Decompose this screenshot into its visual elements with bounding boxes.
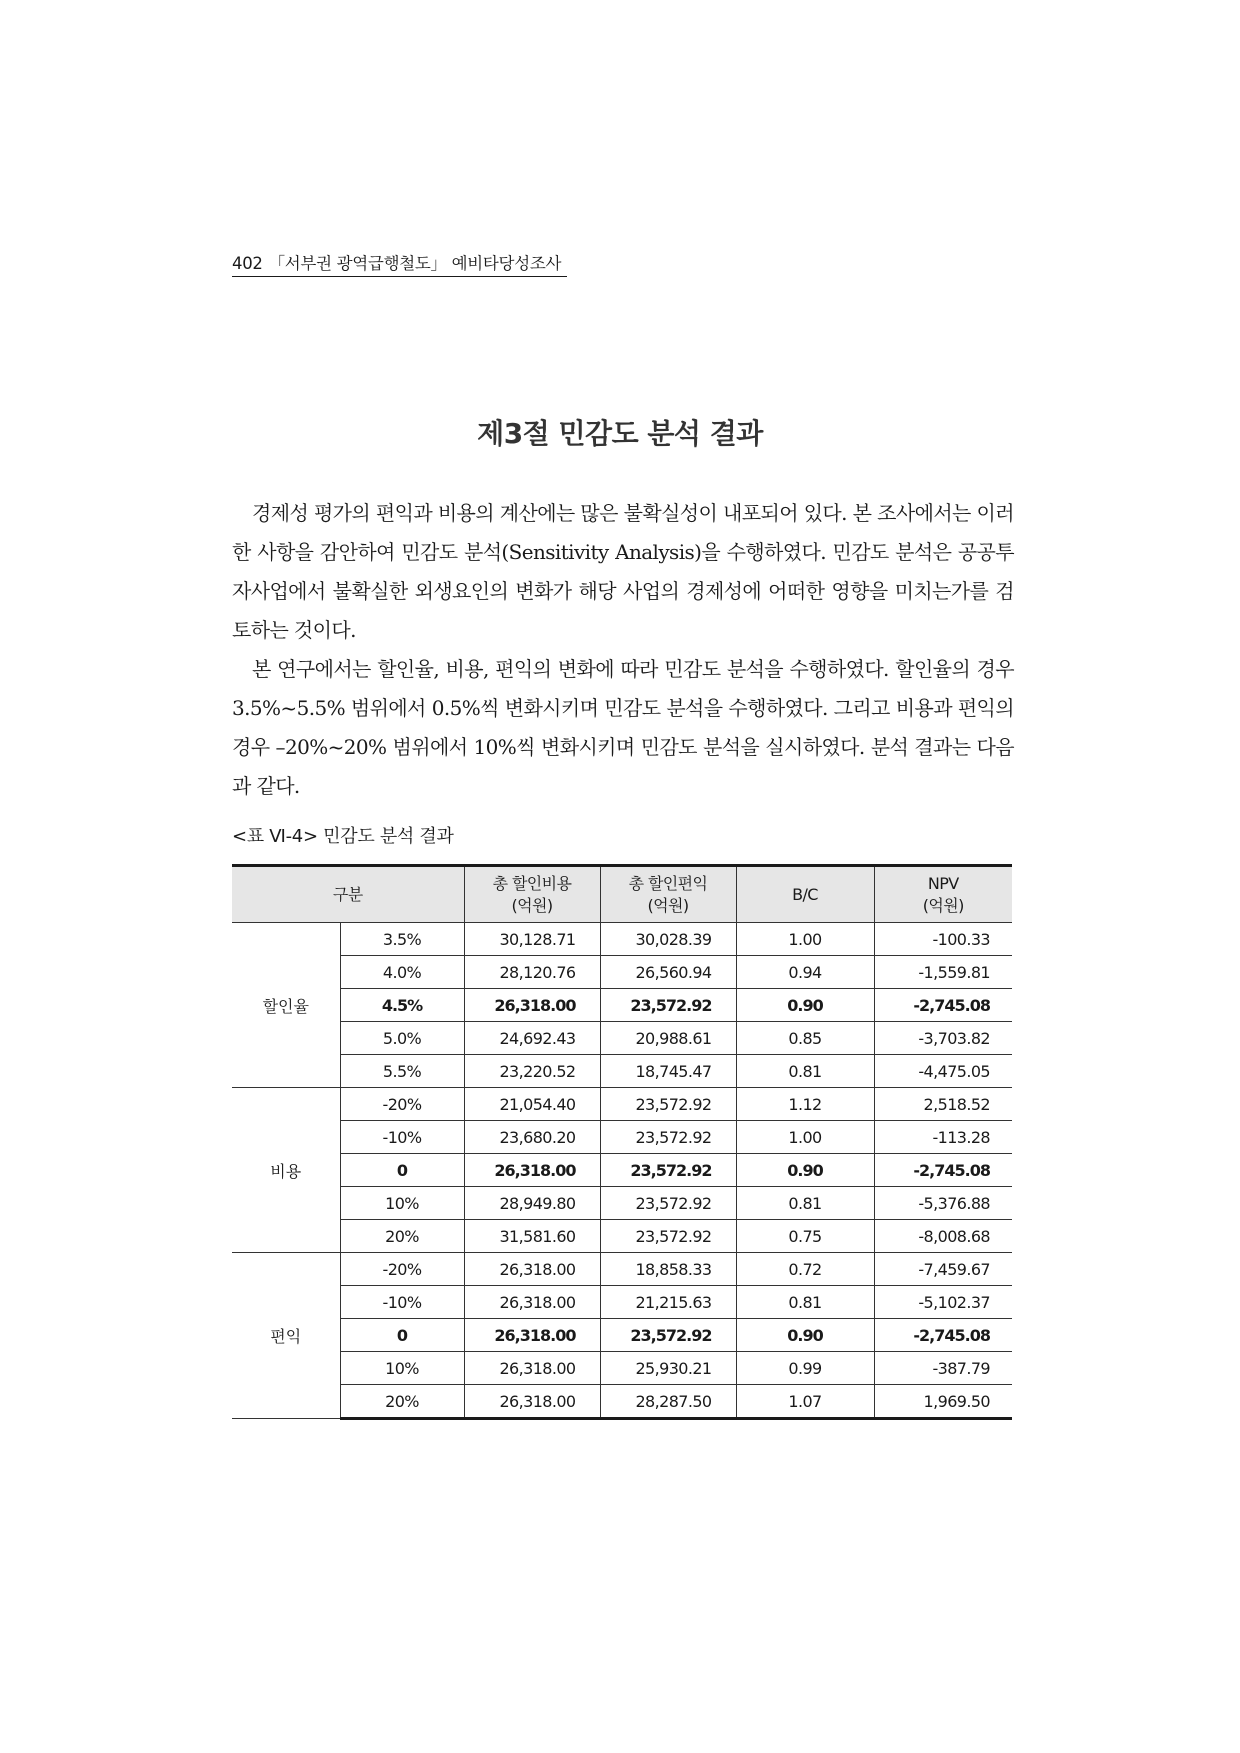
table-row: [232, 1253, 1012, 1286]
benefit-cell: 18,858.33: [600, 1253, 736, 1286]
npv-cell: -4,475.05: [874, 1055, 1012, 1088]
table-row: [232, 989, 1012, 1022]
book-title: 「서부권 광역급행철도」 예비타당성조사: [268, 254, 562, 273]
col-header-benefit: 총 할인편익 (억원): [600, 866, 736, 923]
npv-cell: -113.28: [874, 1121, 1012, 1154]
running-header: [232, 250, 567, 277]
benefit-cell: 20,988.61: [600, 1022, 736, 1055]
benefit-cell: 23,572.92: [600, 1121, 736, 1154]
bc-cell: 0.75: [736, 1220, 874, 1253]
benefit-cell: 25,930.21: [600, 1352, 736, 1385]
table-row: [232, 1319, 1012, 1352]
change-cell: -10%: [340, 1121, 464, 1154]
change-cell: -20%: [340, 1253, 464, 1286]
table-row: [232, 1220, 1012, 1253]
npv-cell: -3,703.82: [874, 1022, 1012, 1055]
page-number: 402: [232, 254, 263, 273]
change-cell: 0: [340, 1154, 464, 1187]
bc-cell: 1.07: [736, 1385, 874, 1419]
benefit-cell: 23,572.92: [600, 1088, 736, 1121]
npv-cell: -5,102.37: [874, 1286, 1012, 1319]
cost-cell: 26,318.00: [464, 1154, 600, 1187]
change-cell: 10%: [340, 1187, 464, 1220]
table-row: [232, 1055, 1012, 1088]
bc-cell: 0.81: [736, 1286, 874, 1319]
npv-cell: -2,745.08: [874, 1319, 1012, 1352]
cost-cell: 26,318.00: [464, 1319, 600, 1352]
cost-cell: 31,581.60: [464, 1220, 600, 1253]
bc-cell: 1.00: [736, 1121, 874, 1154]
col-header-bc: B/C: [736, 866, 874, 923]
npv-cell: -2,745.08: [874, 1154, 1012, 1187]
table-row: [232, 1121, 1012, 1154]
table-row: [232, 1385, 1012, 1419]
cost-cell: 28,120.76: [464, 956, 600, 989]
bc-cell: 0.72: [736, 1253, 874, 1286]
change-cell: 3.5%: [340, 923, 464, 956]
npv-cell: -8,008.68: [874, 1220, 1012, 1253]
change-cell: -10%: [340, 1286, 464, 1319]
table-row: [232, 956, 1012, 989]
table-header-row: [232, 866, 1012, 923]
npv-cell: -1,559.81: [874, 956, 1012, 989]
change-cell: -20%: [340, 1088, 464, 1121]
table-row: [232, 1088, 1012, 1121]
table-row: [232, 923, 1012, 956]
cost-cell: 23,680.20: [464, 1121, 600, 1154]
npv-cell: -100.33: [874, 923, 1012, 956]
cost-cell: 23,220.52: [464, 1055, 600, 1088]
cost-cell: 26,318.00: [464, 1385, 600, 1419]
change-cell: 10%: [340, 1352, 464, 1385]
col-header-cost: 총 할인비용 (억원): [464, 866, 600, 923]
change-cell: 4.0%: [340, 956, 464, 989]
col-header-category: 구분: [232, 866, 464, 923]
paragraph: 경제성 평가의 편익과 비용의 계산에는 많은 불확실성이 내포되어 있다. 본 조사에서는 이러한 사항을 감안하여 민감도 분석(Sensitivity Analysis)을 수행하였다. 민감도 분석은 공공투자사업에서 불확실한 외생요인의 변화가 해당 사업의 경제성에 어떠한 영향을 미치는가를 검토하는 것이다.: [232, 501, 1014, 642]
benefit-cell: 26,560.94: [600, 956, 736, 989]
table-row: [232, 1187, 1012, 1220]
benefit-cell: 18,745.47: [600, 1055, 736, 1088]
npv-cell: 2,518.52: [874, 1088, 1012, 1121]
cost-cell: 24,692.43: [464, 1022, 600, 1055]
change-cell: 20%: [340, 1220, 464, 1253]
cost-cell: 28,949.80: [464, 1187, 600, 1220]
table-row: [232, 1022, 1012, 1055]
col-header-npv: NPV (억원): [874, 866, 1012, 923]
paragraph: 본 연구에서는 할인율, 비용, 편익의 변화에 따라 민감도 분석을 수행하였다. 할인율의 경우 3.5%~5.5% 범위에서 0.5%씩 변화시키며 민감도 분석을 수행하였다. 그리고 비용과 편익의 경우 –20%~20% 범위에서 10%씩 변화시키며 민감도 분석을 실시하였다. 분석 결과는 다음과 같다.: [232, 657, 1014, 798]
benefit-cell: 21,215.63: [600, 1286, 736, 1319]
change-cell: 0: [340, 1319, 464, 1352]
benefit-cell: 23,572.92: [600, 989, 736, 1022]
table-caption: <표 Ⅵ-4> 민감도 분석 결과: [232, 826, 454, 847]
table-row: [232, 1154, 1012, 1187]
sensitivity-table: [232, 864, 1012, 1420]
table-row: [232, 1286, 1012, 1319]
bc-cell: 0.90: [736, 1154, 874, 1187]
benefit-cell: 30,028.39: [600, 923, 736, 956]
benefit-cell: 23,572.92: [600, 1319, 736, 1352]
table-body: [232, 923, 1012, 1419]
bc-cell: 0.81: [736, 1055, 874, 1088]
cost-cell: 26,318.00: [464, 1352, 600, 1385]
body-text: [232, 494, 1014, 806]
group-label: 할인율: [232, 923, 340, 1088]
npv-cell: -2,745.08: [874, 989, 1012, 1022]
npv-cell: -5,376.88: [874, 1187, 1012, 1220]
section-title: 제3절 민감도 분석 결과: [477, 417, 763, 450]
benefit-cell: 23,572.92: [600, 1154, 736, 1187]
benefit-cell: 28,287.50: [600, 1385, 736, 1419]
group-label: 비용: [232, 1088, 340, 1253]
group-label: 편익: [232, 1253, 340, 1419]
cost-cell: 26,318.00: [464, 1286, 600, 1319]
change-cell: 20%: [340, 1385, 464, 1419]
bc-cell: 0.90: [736, 1319, 874, 1352]
bc-cell: 0.81: [736, 1187, 874, 1220]
cost-cell: 26,318.00: [464, 989, 600, 1022]
benefit-cell: 23,572.92: [600, 1220, 736, 1253]
bc-cell: 0.85: [736, 1022, 874, 1055]
cost-cell: 21,054.40: [464, 1088, 600, 1121]
npv-cell: 1,969.50: [874, 1385, 1012, 1419]
bc-cell: 0.99: [736, 1352, 874, 1385]
benefit-cell: 23,572.92: [600, 1187, 736, 1220]
npv-cell: -387.79: [874, 1352, 1012, 1385]
table-row: [232, 1352, 1012, 1385]
cost-cell: 26,318.00: [464, 1253, 600, 1286]
bc-cell: 0.90: [736, 989, 874, 1022]
change-cell: 5.5%: [340, 1055, 464, 1088]
change-cell: 5.0%: [340, 1022, 464, 1055]
bc-cell: 1.00: [736, 923, 874, 956]
cost-cell: 30,128.71: [464, 923, 600, 956]
bc-cell: 1.12: [736, 1088, 874, 1121]
bc-cell: 0.94: [736, 956, 874, 989]
npv-cell: -7,459.67: [874, 1253, 1012, 1286]
change-cell: 4.5%: [340, 989, 464, 1022]
